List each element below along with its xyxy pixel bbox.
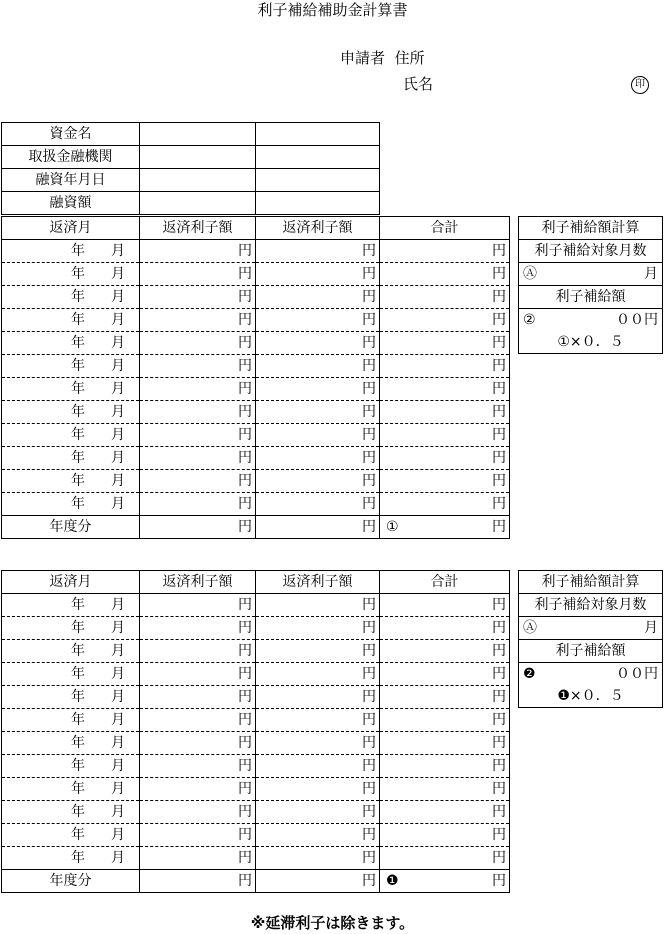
month-unit: 月 [111,358,125,374]
month-cell[interactable] [2,355,140,378]
month-unit: 月 [111,312,125,328]
month-unit: 月 [111,243,125,259]
year-unit: 年 [71,689,85,705]
interest-cell[interactable]: 円 [256,424,380,447]
total-cell[interactable]: 円 [380,493,510,516]
month-unit: 月 [111,473,125,489]
interest-cell[interactable]: 円 [256,378,380,401]
side-header: 利子補給額計算 [519,217,663,240]
interest-cell[interactable]: 円 [256,594,380,617]
yen-unit: 円 [492,519,506,535]
total-cell[interactable]: 円 [380,240,510,263]
month-unit: 月 [111,643,125,659]
grand-total-cell[interactable] [380,516,510,539]
total-cell[interactable]: 円 [380,801,510,824]
total-cell[interactable]: 円 [380,847,510,870]
total-marker: ① [386,519,399,535]
total-cell[interactable]: 円 [380,263,510,286]
interest-cell[interactable]: 円 [256,470,380,493]
interest-cell[interactable]: 円 [140,870,256,893]
month-cell[interactable] [2,847,140,870]
interest-cell[interactable]: 円 [256,493,380,516]
footnote: ※延滞利子は除きます。 [250,914,415,932]
interest-cell[interactable]: 円 [140,824,256,847]
month-row [2,424,510,447]
info-row [2,169,380,192]
col-header-interest: 返済利子額 [140,217,256,240]
month-unit: 月 [111,404,125,420]
interest-cell[interactable]: 円 [256,686,380,709]
month-unit: 月 [111,266,125,282]
year-unit: 年 [71,266,85,282]
months-row[interactable] [519,263,663,286]
total-cell[interactable]: 円 [380,470,510,493]
fiscal-total-row [2,870,510,893]
interest-cell[interactable]: 円 [140,332,256,355]
interest-cell[interactable]: 円 [140,378,256,401]
month-unit: 月 [111,289,125,305]
name-label: 氏名 [403,75,434,93]
formula: ①×０．５ [519,331,663,354]
month-unit: 月 [111,735,125,751]
seal-mark: 印 [631,76,649,94]
interest-cell[interactable]: 円 [140,447,256,470]
month-cell[interactable] [2,824,140,847]
month-cell[interactable] [2,709,140,732]
month-row [2,801,510,824]
interest-cell[interactable]: 円 [256,663,380,686]
month-cell[interactable] [2,470,140,493]
amount-value: ００円 [616,666,658,682]
grand-total-cell[interactable] [380,870,510,893]
month-cell[interactable] [2,401,140,424]
total-cell[interactable]: 円 [380,732,510,755]
col-header-total: 合計 [380,571,510,594]
year-unit: 年 [71,289,85,305]
month-cell[interactable] [2,493,140,516]
info-label: 資金名 [2,123,140,146]
interest-cell[interactable]: 円 [140,424,256,447]
total-cell[interactable]: 円 [380,332,510,355]
year-unit: 年 [71,827,85,843]
month-row [2,686,510,709]
month-cell[interactable] [2,286,140,309]
month-unit: 月 [111,496,125,512]
interest-cell[interactable]: 円 [140,709,256,732]
interest-cell[interactable]: 円 [256,240,380,263]
fiscal-label: 年度分 [2,870,140,893]
interest-cell[interactable]: 円 [140,594,256,617]
year-unit: 年 [71,781,85,797]
info-value[interactable] [140,146,256,169]
total-cell[interactable]: 円 [380,286,510,309]
months-unit: 月 [644,266,658,282]
total-cell[interactable]: 円 [380,378,510,401]
month-cell[interactable] [2,640,140,663]
interest-cell[interactable]: 円 [256,709,380,732]
month-row [2,778,510,801]
info-value[interactable] [140,192,256,215]
months-marker: Ⓐ [523,266,537,282]
month-unit: 月 [111,758,125,774]
month-cell[interactable] [2,663,140,686]
interest-cell[interactable]: 円 [140,493,256,516]
year-unit: 年 [71,643,85,659]
page-title: 利子補給補助金計算書 [257,1,408,19]
month-cell[interactable] [2,378,140,401]
year-unit: 年 [71,850,85,866]
months-row[interactable] [519,617,663,640]
months-unit: 月 [644,620,658,636]
year-unit: 年 [71,804,85,820]
month-row [2,824,510,847]
side-header: 利子補給額計算 [519,571,663,594]
interest-cell[interactable]: 円 [140,263,256,286]
month-cell[interactable] [2,778,140,801]
year-unit: 年 [71,312,85,328]
info-value[interactable] [256,169,380,192]
month-unit: 月 [111,850,125,866]
month-unit: 月 [111,381,125,397]
month-cell[interactable] [2,309,140,332]
interest-cell[interactable]: 円 [140,801,256,824]
interest-cell[interactable]: 円 [256,355,380,378]
month-unit: 月 [111,427,125,443]
interest-cell[interactable]: 円 [256,309,380,332]
total-cell[interactable]: 円 [380,617,510,640]
month-row [2,617,510,640]
total-cell[interactable]: 円 [380,424,510,447]
address-label: 住所 [394,49,425,67]
month-unit: 月 [111,804,125,820]
year-unit: 年 [71,450,85,466]
month-cell[interactable] [2,240,140,263]
col-header-total: 合計 [380,217,510,240]
info-value[interactable] [256,123,380,146]
year-unit: 年 [71,597,85,613]
applicant-label: 申請者 [340,49,386,67]
interest-cell[interactable]: 円 [140,401,256,424]
month-unit: 月 [111,335,125,351]
total-cell[interactable]: 円 [380,663,510,686]
month-row [2,378,510,401]
year-unit: 年 [71,620,85,636]
yen-unit: 円 [492,873,506,889]
info-value[interactable] [140,123,256,146]
header-row [2,217,510,240]
interest-cell[interactable]: 円 [256,516,380,539]
interest-cell[interactable]: 円 [256,847,380,870]
fiscal-total-row [2,516,510,539]
col-header-month: 返済月 [2,217,140,240]
total-cell[interactable]: 円 [380,401,510,424]
year-unit: 年 [71,404,85,420]
month-cell[interactable] [2,594,140,617]
repayment-table-1 [1,216,510,539]
amount-marker: ❷ [523,666,536,682]
month-unit: 月 [111,597,125,613]
month-row [2,355,510,378]
interest-cell[interactable]: 円 [256,332,380,355]
month-row [2,755,510,778]
year-unit: 年 [71,335,85,351]
amount-value: ００円 [616,312,658,328]
month-row [2,847,510,870]
header-row [2,571,510,594]
side-calc-table-2 [518,570,663,708]
interest-cell[interactable]: 円 [256,755,380,778]
month-cell[interactable] [2,686,140,709]
interest-cell[interactable]: 円 [140,755,256,778]
month-row [2,309,510,332]
interest-cell[interactable]: 円 [256,286,380,309]
total-cell[interactable]: 円 [380,594,510,617]
col-header-month: 返済月 [2,571,140,594]
interest-cell[interactable]: 円 [256,801,380,824]
applicant-row [340,48,425,68]
info-row [2,192,380,215]
total-cell[interactable]: 円 [380,355,510,378]
year-unit: 年 [71,712,85,728]
month-row [2,332,510,355]
formula: ❶×０．５ [519,685,663,708]
col-header-interest: 返済利子額 [256,571,380,594]
year-unit: 年 [71,496,85,512]
interest-cell[interactable]: 円 [140,778,256,801]
total-cell[interactable]: 円 [380,686,510,709]
year-unit: 年 [71,243,85,259]
interest-cell[interactable]: 円 [140,240,256,263]
month-unit: 月 [111,666,125,682]
loan-info-table [1,122,380,215]
interest-cell[interactable]: 円 [140,847,256,870]
info-row [2,146,380,169]
fiscal-label: 年度分 [2,516,140,539]
month-cell[interactable] [2,332,140,355]
month-row [2,663,510,686]
amount-label: 利子補給額 [519,640,663,663]
interest-cell[interactable]: 円 [140,640,256,663]
total-cell[interactable]: 円 [380,709,510,732]
interest-cell[interactable]: 円 [256,401,380,424]
total-cell[interactable]: 円 [380,640,510,663]
interest-cell[interactable]: 円 [256,732,380,755]
month-row [2,493,510,516]
amount-row[interactable] [519,663,663,686]
month-row [2,240,510,263]
month-cell[interactable] [2,755,140,778]
interest-cell[interactable]: 円 [256,778,380,801]
side-calc-table-1 [518,216,663,354]
month-cell[interactable] [2,424,140,447]
total-cell[interactable]: 円 [380,755,510,778]
months-marker: Ⓐ [523,620,537,636]
amount-label: 利子補給額 [519,286,663,309]
month-cell[interactable] [2,447,140,470]
year-unit: 年 [71,381,85,397]
interest-cell[interactable]: 円 [140,286,256,309]
month-cell[interactable] [2,617,140,640]
total-cell[interactable]: 円 [380,778,510,801]
year-unit: 年 [71,735,85,751]
month-cell[interactable] [2,732,140,755]
month-row [2,594,510,617]
month-cell[interactable] [2,801,140,824]
month-row [2,709,510,732]
info-value[interactable] [256,192,380,215]
month-unit: 月 [111,781,125,797]
info-row [2,123,380,146]
info-value[interactable] [140,169,256,192]
repayment-table-2 [1,570,510,893]
year-unit: 年 [71,666,85,682]
month-row [2,263,510,286]
interest-cell[interactable]: 円 [140,355,256,378]
interest-cell[interactable]: 円 [140,732,256,755]
amount-row[interactable] [519,309,663,332]
interest-cell[interactable]: 円 [256,617,380,640]
interest-cell[interactable]: 円 [140,686,256,709]
months-label: 利子補給対象月数 [519,594,663,617]
month-row [2,286,510,309]
interest-cell[interactable]: 円 [140,470,256,493]
info-label: 取扱金融機関 [2,146,140,169]
year-unit: 年 [71,473,85,489]
month-row [2,732,510,755]
month-row [2,447,510,470]
interest-cell[interactable]: 円 [256,447,380,470]
interest-cell[interactable]: 円 [256,824,380,847]
interest-cell[interactable]: 円 [256,870,380,893]
interest-cell[interactable]: 円 [140,516,256,539]
month-unit: 月 [111,712,125,728]
col-header-interest: 返済利子額 [256,217,380,240]
interest-cell[interactable]: 円 [256,640,380,663]
month-row [2,401,510,424]
interest-cell[interactable]: 円 [140,663,256,686]
month-unit: 月 [111,620,125,636]
month-unit: 月 [111,689,125,705]
col-header-interest: 返済利子額 [140,571,256,594]
year-unit: 年 [71,427,85,443]
months-label: 利子補給対象月数 [519,240,663,263]
month-row [2,470,510,493]
month-row [2,640,510,663]
month-unit: 月 [111,827,125,843]
amount-marker: ② [523,312,536,328]
info-label: 融資額 [2,192,140,215]
month-cell[interactable] [2,263,140,286]
info-value[interactable] [256,146,380,169]
interest-cell[interactable]: 円 [256,263,380,286]
month-unit: 月 [111,450,125,466]
total-cell[interactable]: 円 [380,447,510,470]
year-unit: 年 [71,358,85,374]
year-unit: 年 [71,758,85,774]
info-label: 融資年月日 [2,169,140,192]
total-marker: ❶ [386,873,399,889]
interest-cell[interactable]: 円 [140,617,256,640]
total-cell[interactable]: 円 [380,309,510,332]
interest-cell[interactable]: 円 [140,309,256,332]
total-cell[interactable]: 円 [380,824,510,847]
